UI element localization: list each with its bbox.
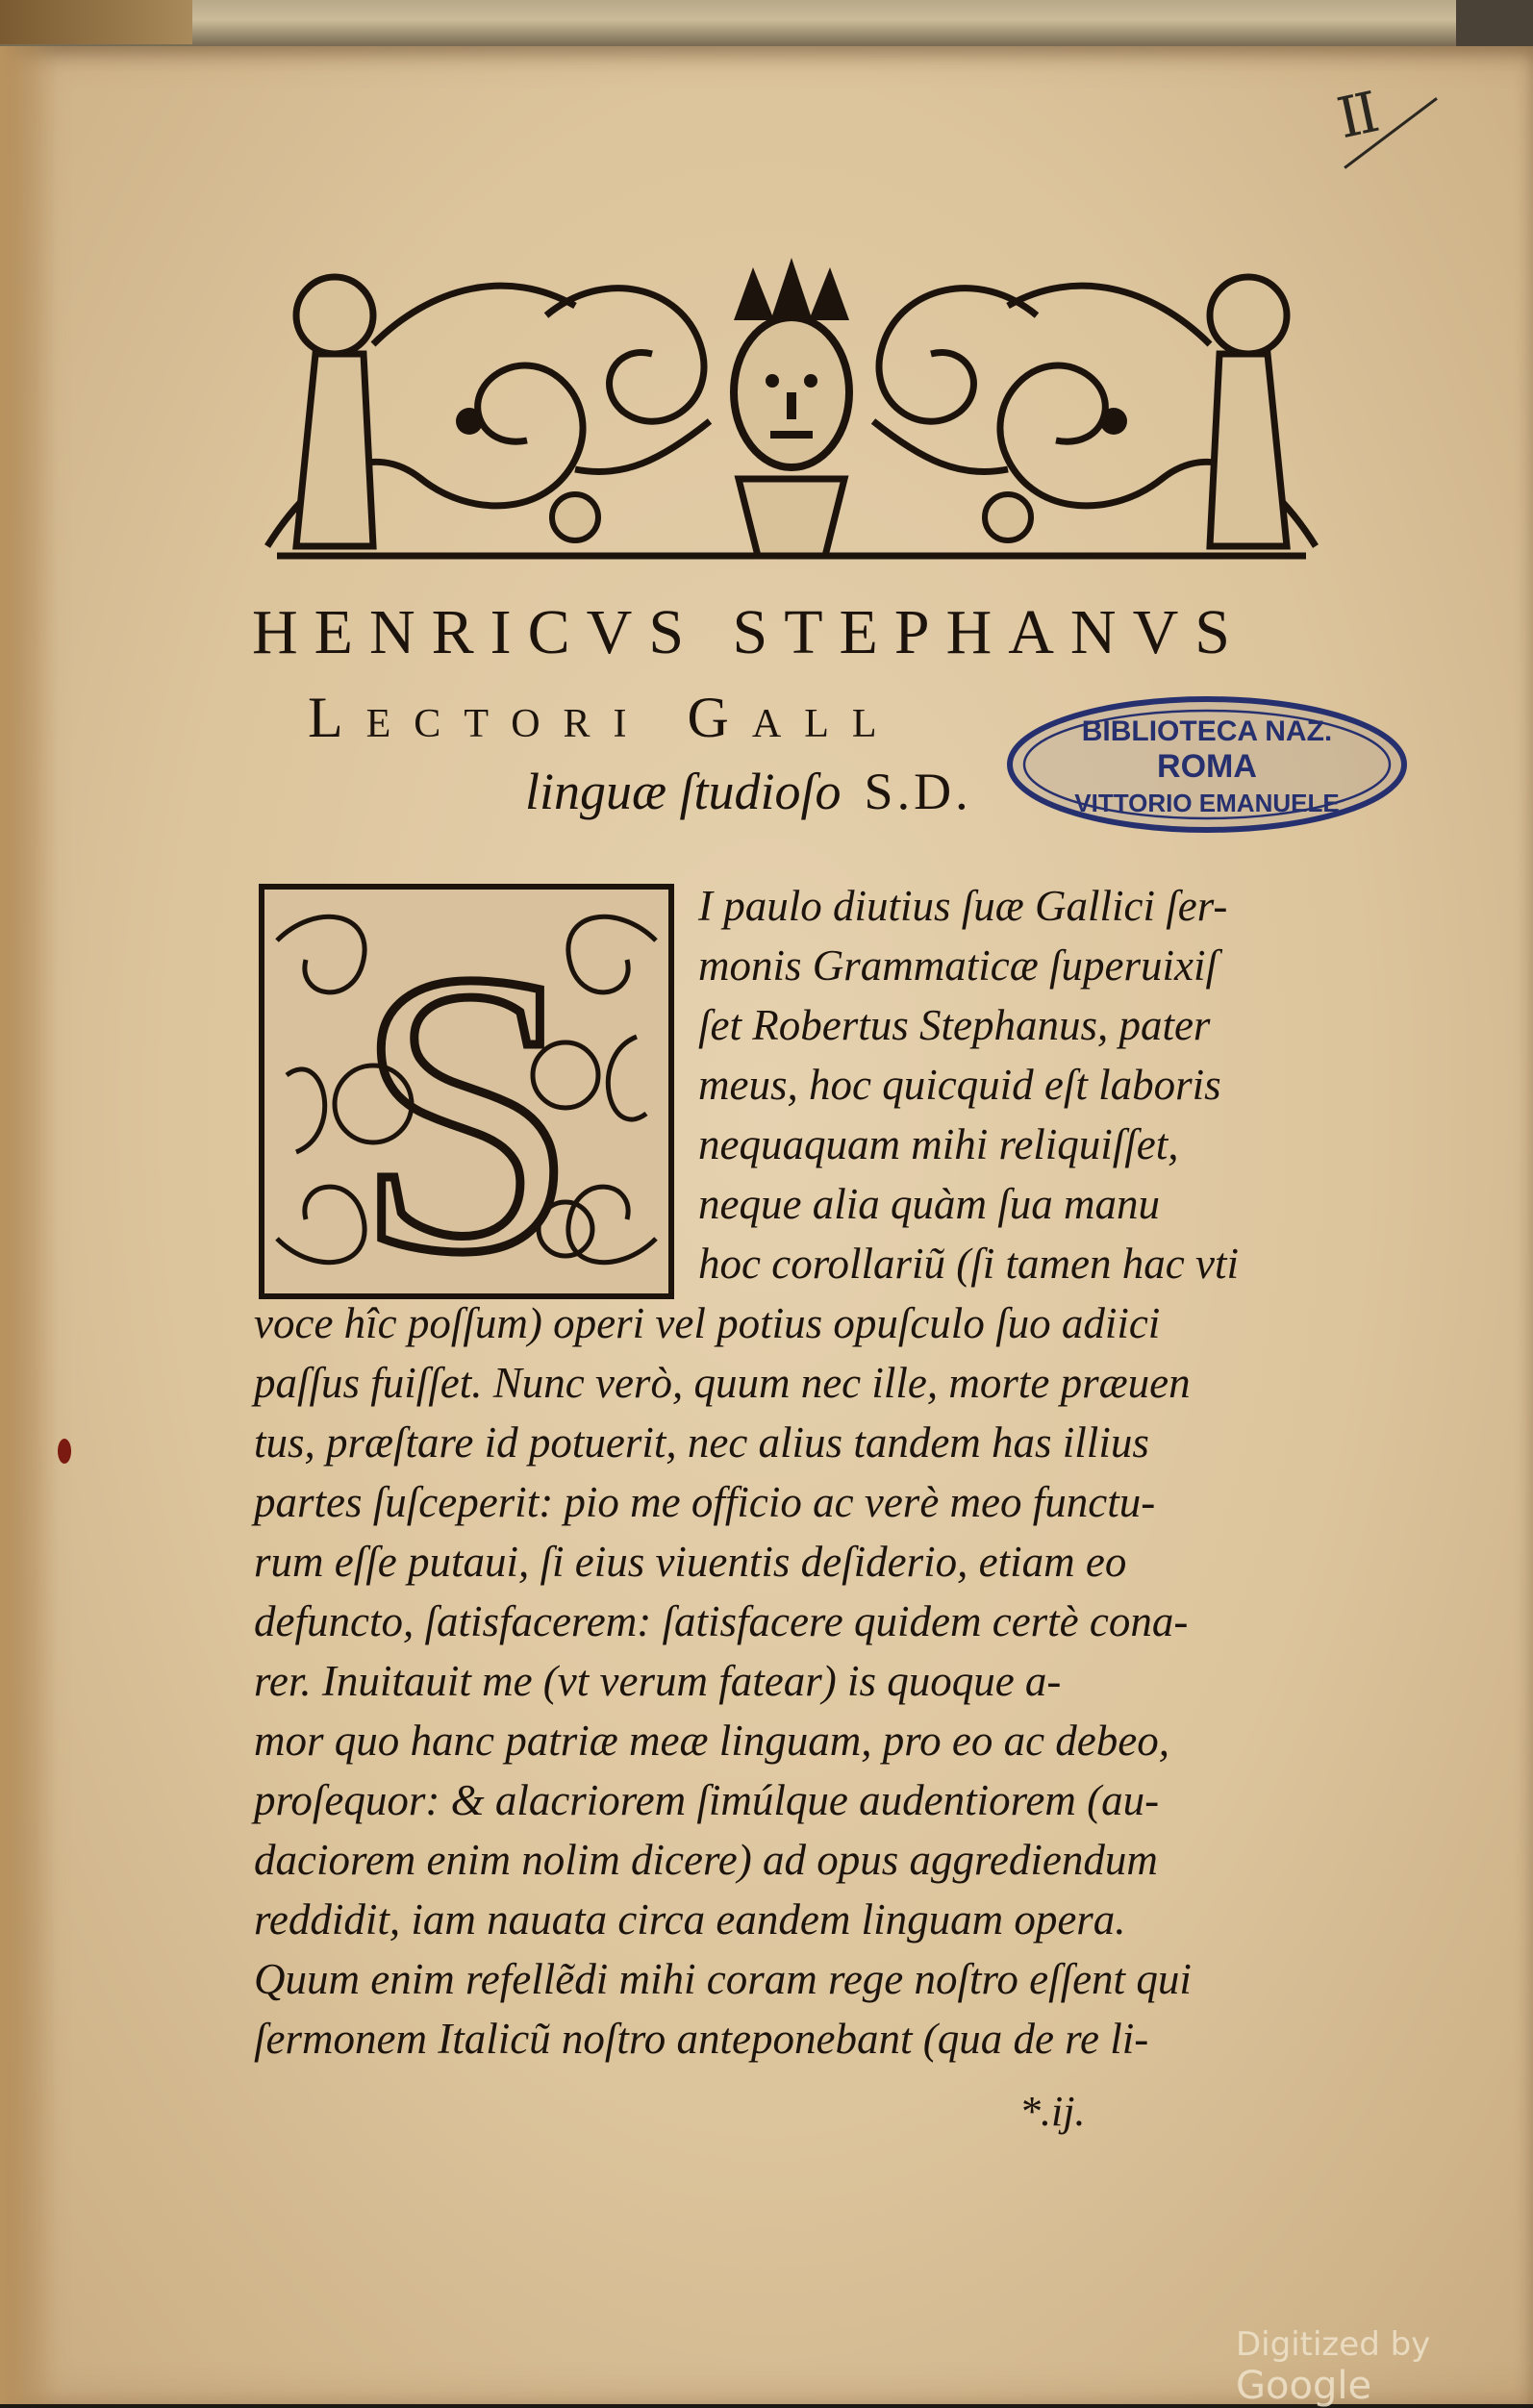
body-line-1: I paulo diutius ſuæ Gallici ſer-: [698, 882, 1228, 930]
heading-line-3: [525, 762, 972, 821]
library-stamp: [1000, 692, 1414, 837]
decorated-initial: [258, 883, 675, 1300]
shelfmark-text: II: [1331, 79, 1381, 152]
body-line-9: paſſus fuiſſet. Nunc verò, quum nec ille, morte præuen: [254, 1359, 1191, 1407]
body-line-20: ſermonem Italicũ noſtro anteponebant (qua de re li-: [254, 2015, 1149, 2063]
heading-salutation: S.D.: [864, 763, 972, 820]
book-top-edge: [0, 0, 1533, 50]
stamp-line-3: VITTORIO EMANUELE: [1074, 789, 1340, 817]
heading-line-2: Lectori Gall: [308, 686, 900, 749]
body-line-10: tus, præſtare id potuerit, nec alius tandem has illius: [254, 1418, 1149, 1467]
ink-blot: [58, 1439, 71, 1464]
heading-line-3-italic: linguæ ſtudioſo: [525, 763, 842, 820]
body-line-5: nequaquam mihi reliquiſſet,: [698, 1120, 1179, 1168]
body-line-4: meus, hoc quicquid eſt laboris: [698, 1061, 1221, 1109]
watermark-brand: Google: [1236, 2364, 1372, 2408]
book-binding-band: [0, 0, 192, 44]
gutter-shadow: [0, 46, 58, 2404]
decorated-initial-ornament: [258, 883, 675, 1300]
headpiece-ornament-icon: [258, 229, 1325, 577]
stamp-line-2: ROMA: [1157, 748, 1257, 785]
signature-mark: *.ij.: [1019, 2088, 1086, 2135]
body-line-13: defuncto, ſatisfacerem: ſatisfacere quidem certè cona-: [254, 1597, 1189, 1645]
heading-line-1: HENRICVS STEPHANVS: [252, 597, 1246, 667]
body-line-3: ſet Robertus Stephanus, pater: [698, 1001, 1211, 1049]
woodcut-headpiece-ornament: [258, 229, 1325, 577]
body-line-12: rum eſſe putaui, ſi eius viuentis deſiderio, etiam eo: [254, 1538, 1127, 1586]
body-line-18: reddidit, iam nauata circa eandem linguam opera.: [254, 1895, 1126, 1944]
body-line-19: Quum enim refellẽdi mihi coram rege noſtro eſſent qui: [254, 1955, 1192, 2003]
body-line-7: hoc corollariũ (ſi tamen hac vti: [698, 1240, 1239, 1288]
page-corner-dark: [1456, 0, 1533, 50]
digitized-watermark: [1236, 2325, 1533, 2408]
body-line-2: monis Grammaticæ ſuperuixiſ: [698, 941, 1218, 990]
stamp-line-1: BIBLIOTECA NAZ.: [1081, 715, 1333, 747]
body-line-17: daciorem enim nolim dicere) ad opus aggrediendum: [254, 1836, 1158, 1884]
body-line-11: partes ſuſceperit: pio me officio ac verè meo functu-: [254, 1478, 1156, 1526]
watermark-prefix: Digitized by: [1236, 2325, 1431, 2364]
body-line-16: proſequor: & alacriorem ſimúlque audentiorem (au-: [254, 1776, 1160, 1824]
body-line-15: mor quo hanc patriæ meæ linguam, pro eo ac debeo,: [254, 1717, 1169, 1765]
drop-cap-letter: S: [354, 889, 579, 1300]
shelfmark: [1332, 65, 1457, 190]
body-line-6: neque alia quàm ſua manu: [698, 1180, 1160, 1228]
body-line-8: voce hîc poſſum) operi vel potius opuſculo ſuo adiici: [254, 1299, 1161, 1347]
library-stamp-seal: [1000, 692, 1414, 837]
body-line-14: rer. Inuitauit me (vt verum fatear) is quoque a-: [254, 1657, 1062, 1705]
